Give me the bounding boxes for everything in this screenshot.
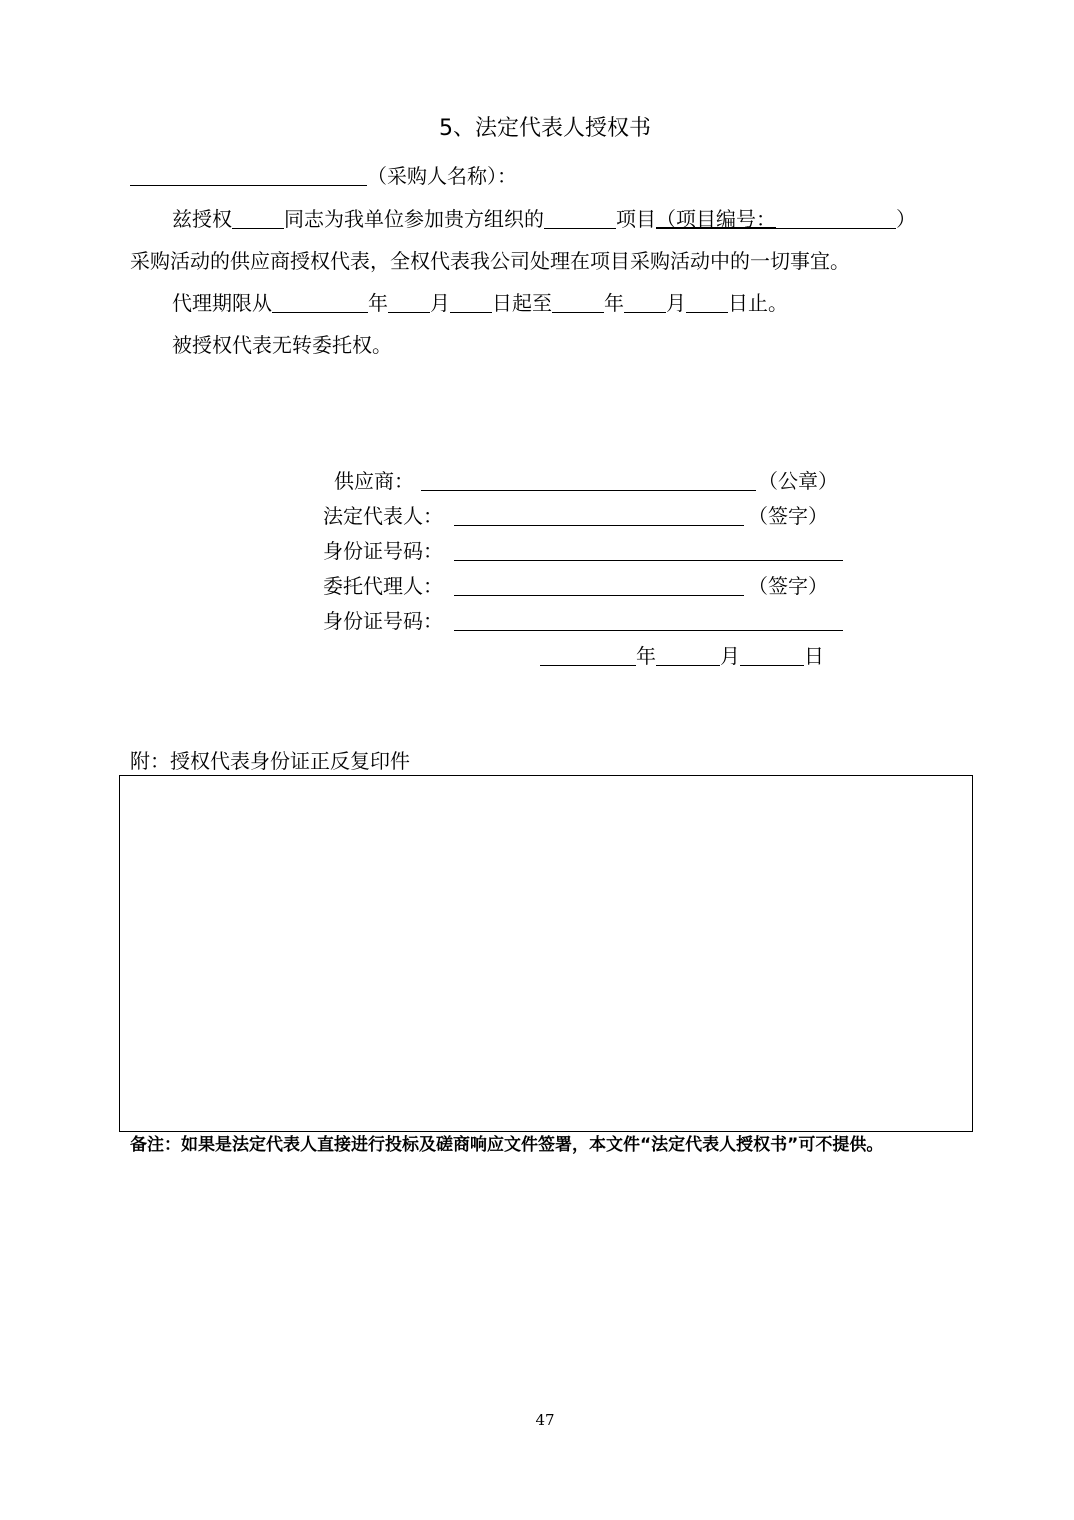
id-copy-attachment-box[interactable] (119, 775, 973, 1132)
recipient-suffix: （采购人名称）： (367, 164, 517, 188)
start-year-blank[interactable] (272, 292, 368, 313)
supplier-blank[interactable] (421, 490, 756, 491)
start-day-blank[interactable] (450, 292, 492, 313)
document-title: 5、法定代表人授权书 (439, 116, 651, 141)
date-year-blank[interactable] (540, 645, 636, 666)
supplier-seal-suffix: （公章） (758, 469, 838, 493)
date-month-blank[interactable] (656, 645, 720, 666)
legal-rep-sign-suffix: （签字） (748, 504, 828, 528)
end-day-blank[interactable] (686, 292, 728, 313)
id-number-label-1: 身份证号码： (323, 539, 443, 563)
agent-sign-suffix: （签字） (748, 574, 828, 598)
end-year-blank[interactable] (552, 292, 604, 313)
page-number: 47 (535, 1411, 555, 1429)
start-month-blank[interactable] (388, 292, 430, 313)
project-name-blank[interactable] (544, 208, 616, 229)
date-month-label: 月 (720, 644, 740, 668)
remark-note: 备注：如果是法定代表人直接进行投标及磋商响应文件签署，本文件“法定代表人授权书”可不提供。 (130, 1135, 884, 1155)
project-label: 项目 (616, 207, 656, 231)
date-day-blank[interactable] (740, 645, 804, 666)
no-subdelegation-statement: 被授权代表无转委托权。 (172, 333, 392, 357)
authorization-text-2: 同志为我单位参加贵方组织的 (284, 207, 544, 231)
period-label: 代理期限从 (172, 291, 272, 315)
id-number-label-2: 身份证号码： (323, 609, 443, 633)
start-day-label: 日起至 (492, 291, 552, 315)
project-number-label: （项目编号： (656, 207, 776, 231)
supplier-label: 供应商： (334, 469, 414, 493)
date-day-label: 日 (804, 644, 824, 668)
end-month-label: 月 (666, 291, 686, 315)
signature-date-line (540, 643, 824, 669)
agent-label: 委托代理人： (323, 574, 443, 598)
start-month-label: 月 (430, 291, 450, 315)
authorized-person-blank[interactable] (232, 208, 284, 229)
agency-period-line (172, 290, 788, 316)
authorization-paragraph-line-2: 采购活动的供应商授权代表，全权代表我公司处理在项目采购活动中的一切事宜。 (130, 249, 850, 273)
end-year-label: 年 (604, 291, 624, 315)
attachment-label: 附：授权代表身份证正反复印件 (130, 749, 410, 773)
id-number-blank-1[interactable] (454, 560, 843, 561)
legal-rep-label: 法定代表人： (323, 504, 443, 528)
recipient-line (130, 163, 517, 189)
project-number-close: ） (896, 207, 916, 231)
authorization-paragraph (172, 206, 916, 232)
recipient-name-blank[interactable] (130, 165, 367, 186)
agent-blank[interactable] (454, 595, 744, 596)
date-year-label: 年 (636, 644, 656, 668)
end-day-label: 日止。 (728, 291, 788, 315)
authorization-text-1: 兹授权 (172, 207, 232, 231)
id-number-blank-2[interactable] (454, 630, 843, 631)
legal-rep-blank[interactable] (454, 525, 744, 526)
start-year-label: 年 (368, 291, 388, 315)
end-month-blank[interactable] (624, 292, 666, 313)
project-number-blank[interactable] (776, 208, 896, 229)
